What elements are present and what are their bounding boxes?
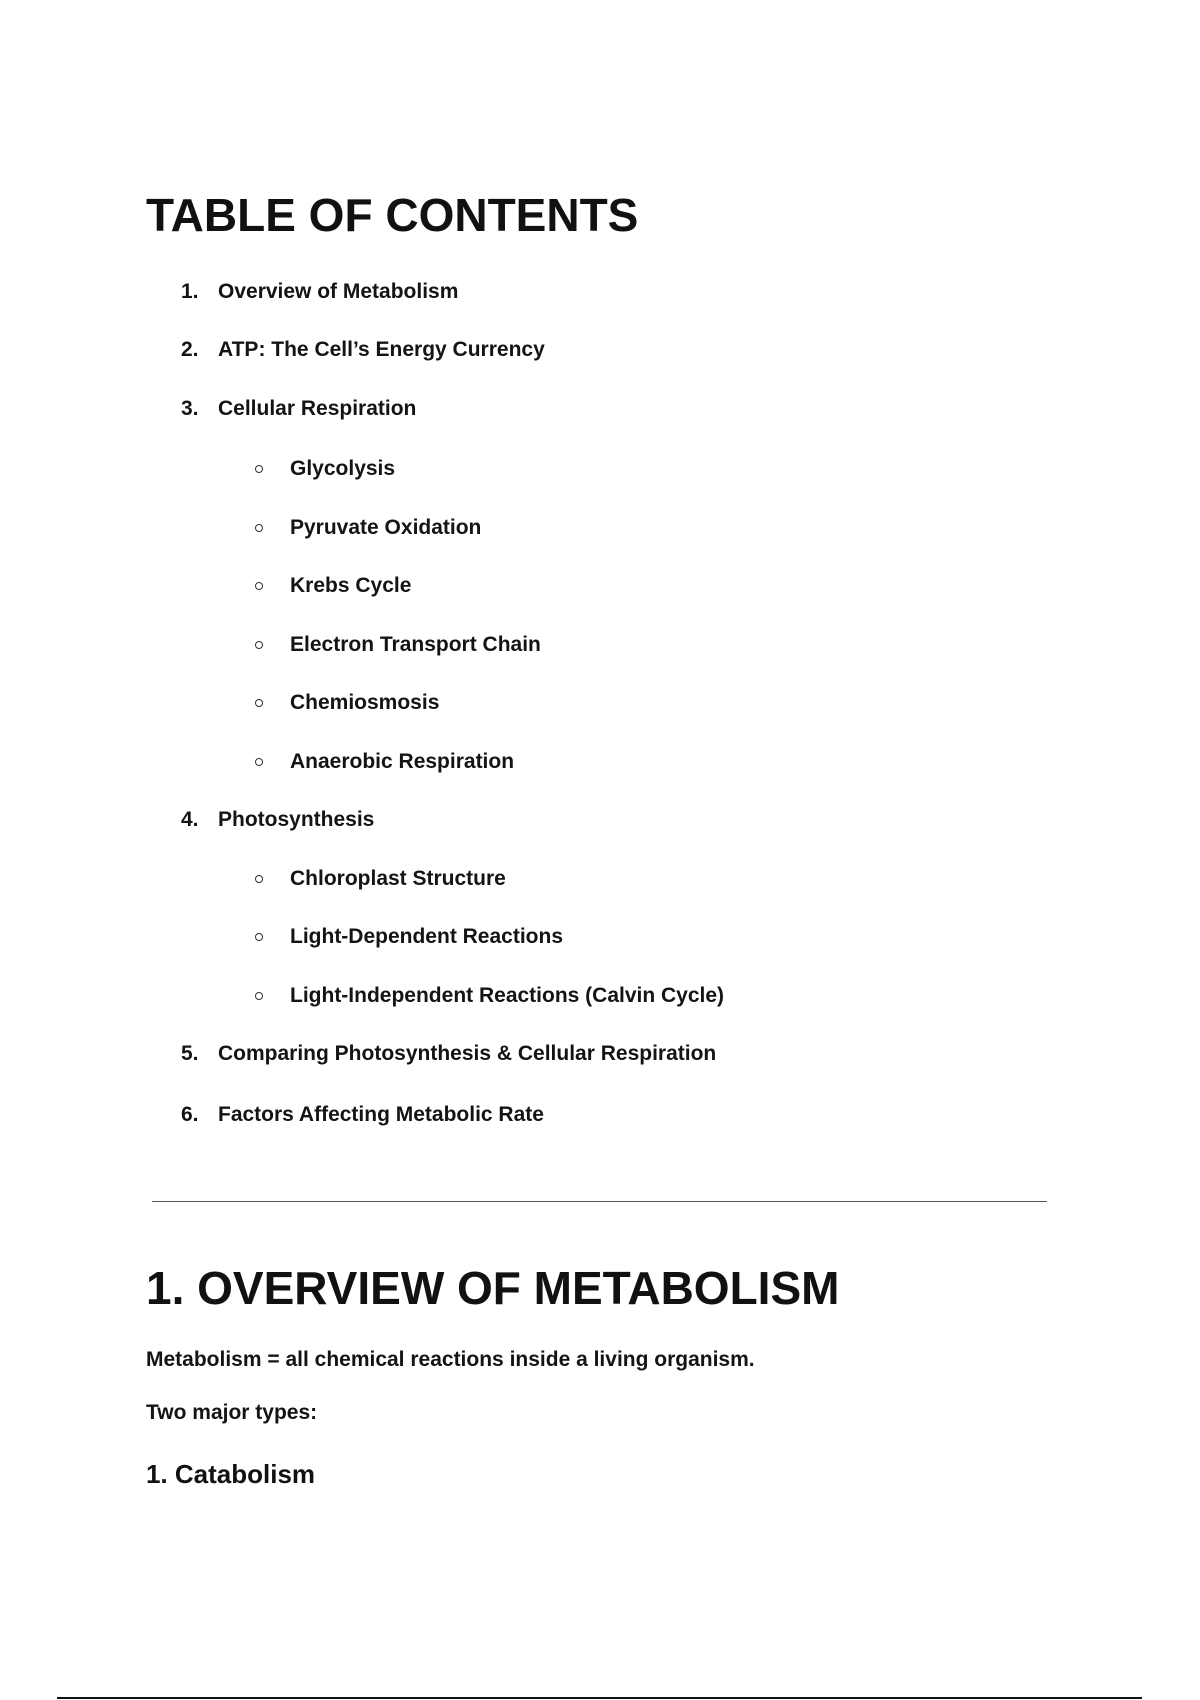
toc-title: TABLE OF CONTENTS xyxy=(146,189,639,241)
section-title: 1. OVERVIEW OF METABOLISM xyxy=(146,1262,840,1314)
hollow-circle-bullet-icon xyxy=(255,758,263,766)
toc-subitem-label: Chloroplast Structure xyxy=(290,867,506,890)
toc-item-number: 3. xyxy=(181,397,199,420)
toc-item-number: 6. xyxy=(181,1103,199,1126)
hollow-circle-bullet-icon xyxy=(255,524,263,532)
toc-subitem-label: Chemiosmosis xyxy=(290,691,440,714)
toc-subitem-label: Krebs Cycle xyxy=(290,574,412,597)
hollow-circle-bullet-icon xyxy=(255,465,263,473)
toc-subitem-label: Anaerobic Respiration xyxy=(290,750,515,773)
metabolism-definition: Metabolism = all chemical reactions inside a living organism. xyxy=(146,1348,755,1371)
page-bottom-rule xyxy=(57,1697,1142,1699)
toc-item-label: Factors Affecting Metabolic Rate xyxy=(218,1103,544,1126)
hollow-circle-bullet-icon xyxy=(255,699,263,707)
hollow-circle-bullet-icon xyxy=(255,875,263,883)
types-intro: Two major types: xyxy=(146,1401,318,1424)
hollow-circle-bullet-icon xyxy=(255,641,263,649)
toc-subitem-label: Glycolysis xyxy=(290,457,396,480)
toc-item-label: Photosynthesis xyxy=(218,808,375,831)
toc-item-label: Overview of Metabolism xyxy=(218,280,459,303)
toc-item-label: Cellular Respiration xyxy=(218,397,417,420)
toc-item-label: Comparing Photosynthesis & Cellular Respiration xyxy=(218,1042,717,1065)
toc-subitem-label: Light-Independent Reactions (Calvin Cycle) xyxy=(290,984,725,1007)
hollow-circle-bullet-icon xyxy=(255,582,263,590)
horizontal-divider xyxy=(152,1201,1047,1202)
toc-item-number: 1. xyxy=(181,280,199,303)
toc-item-number: 4. xyxy=(181,808,199,831)
hollow-circle-bullet-icon xyxy=(255,992,263,1000)
catabolism-subheading: 1. Catabolism xyxy=(146,1459,316,1489)
toc-subitem-label: Pyruvate Oxidation xyxy=(290,516,482,539)
toc-subitem-label: Light-Dependent Reactions xyxy=(290,925,564,948)
toc-item-label: ATP: The Cell’s Energy Currency xyxy=(218,338,545,361)
toc-item-number: 5. xyxy=(181,1042,199,1065)
hollow-circle-bullet-icon xyxy=(255,933,263,941)
toc-item-number: 2. xyxy=(181,338,199,361)
toc-subitem-label: Electron Transport Chain xyxy=(290,633,541,656)
